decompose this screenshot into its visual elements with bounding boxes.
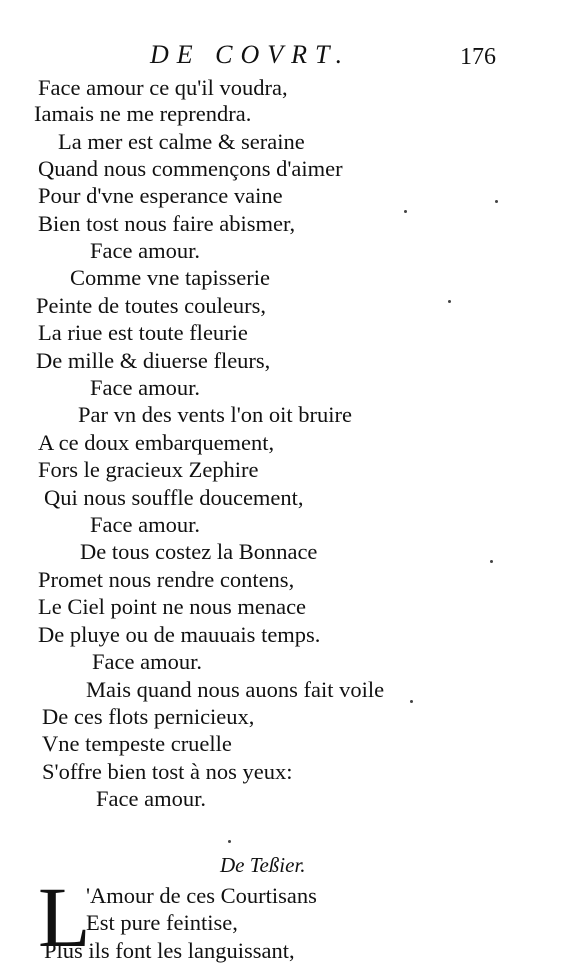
verse-line: Plus ils font les languissant,	[44, 938, 295, 963]
verse-line: Comme vne tapisserie	[70, 265, 270, 290]
verse-refrain: Face amour.	[90, 512, 200, 537]
verse-line: Face amour ce qu'il voudra,	[38, 75, 288, 100]
ink-speck	[410, 700, 413, 703]
verse-refrain: Face amour.	[90, 375, 200, 400]
verse-line: Par vn des vents l'on oit bruire	[78, 402, 353, 427]
verse-line: Vne tempeste cruelle	[42, 731, 232, 756]
verse-refrain: Face amour.	[96, 786, 206, 811]
verse-line: Iamais ne me reprendra.	[34, 101, 252, 126]
verse-line: Bien tost nous faire abismer,	[38, 211, 296, 236]
ink-speck	[495, 200, 498, 203]
verse-line: Pour d'vne esperance vaine	[38, 183, 283, 208]
verse-refrain: Face amour.	[92, 649, 202, 674]
verse-line: Le Ciel point ne nous menace	[38, 594, 307, 619]
verse-line: Est pure feintise,	[86, 910, 238, 935]
verse-line: La riue est toute fleurie	[38, 320, 248, 345]
drop-cap-initial: L	[38, 869, 91, 965]
verse-line: Fors le gracieux Zephire	[38, 457, 259, 482]
verse-line: Quand nous commençons d'aimer	[38, 156, 343, 181]
poem-attribution: De Teßier.	[220, 853, 306, 877]
verse-line: De mille & diuerse fleurs,	[36, 348, 271, 373]
ink-speck	[448, 300, 451, 303]
running-head: DE COVRT.	[150, 40, 351, 69]
verse-line: A ce doux embarquement,	[38, 430, 275, 455]
verse-line: De tous costez la Bonnace	[80, 539, 318, 564]
verse-line: Mais quand nous auons fait voile	[86, 677, 385, 702]
verse-line: La mer est calme & seraine	[58, 129, 305, 154]
verse-line: 'Amour de ces Courtisans	[86, 883, 317, 908]
verse-line: S'offre bien tost à nos yeux:	[42, 759, 293, 784]
verse-refrain: Face amour.	[90, 238, 200, 263]
verse-line: De pluye ou de mauuais temps.	[38, 622, 321, 647]
verse-line: Peinte de toutes couleurs,	[36, 293, 266, 318]
verse-line: Promet nous rendre contens,	[38, 567, 295, 592]
ink-speck	[490, 560, 493, 563]
verse-line: Qui nous souffle doucement,	[44, 485, 304, 510]
verse-line: De ces flots pernicieux,	[42, 704, 255, 729]
ink-speck	[228, 840, 231, 843]
ink-speck	[404, 210, 407, 213]
page-number: 176	[460, 44, 496, 70]
